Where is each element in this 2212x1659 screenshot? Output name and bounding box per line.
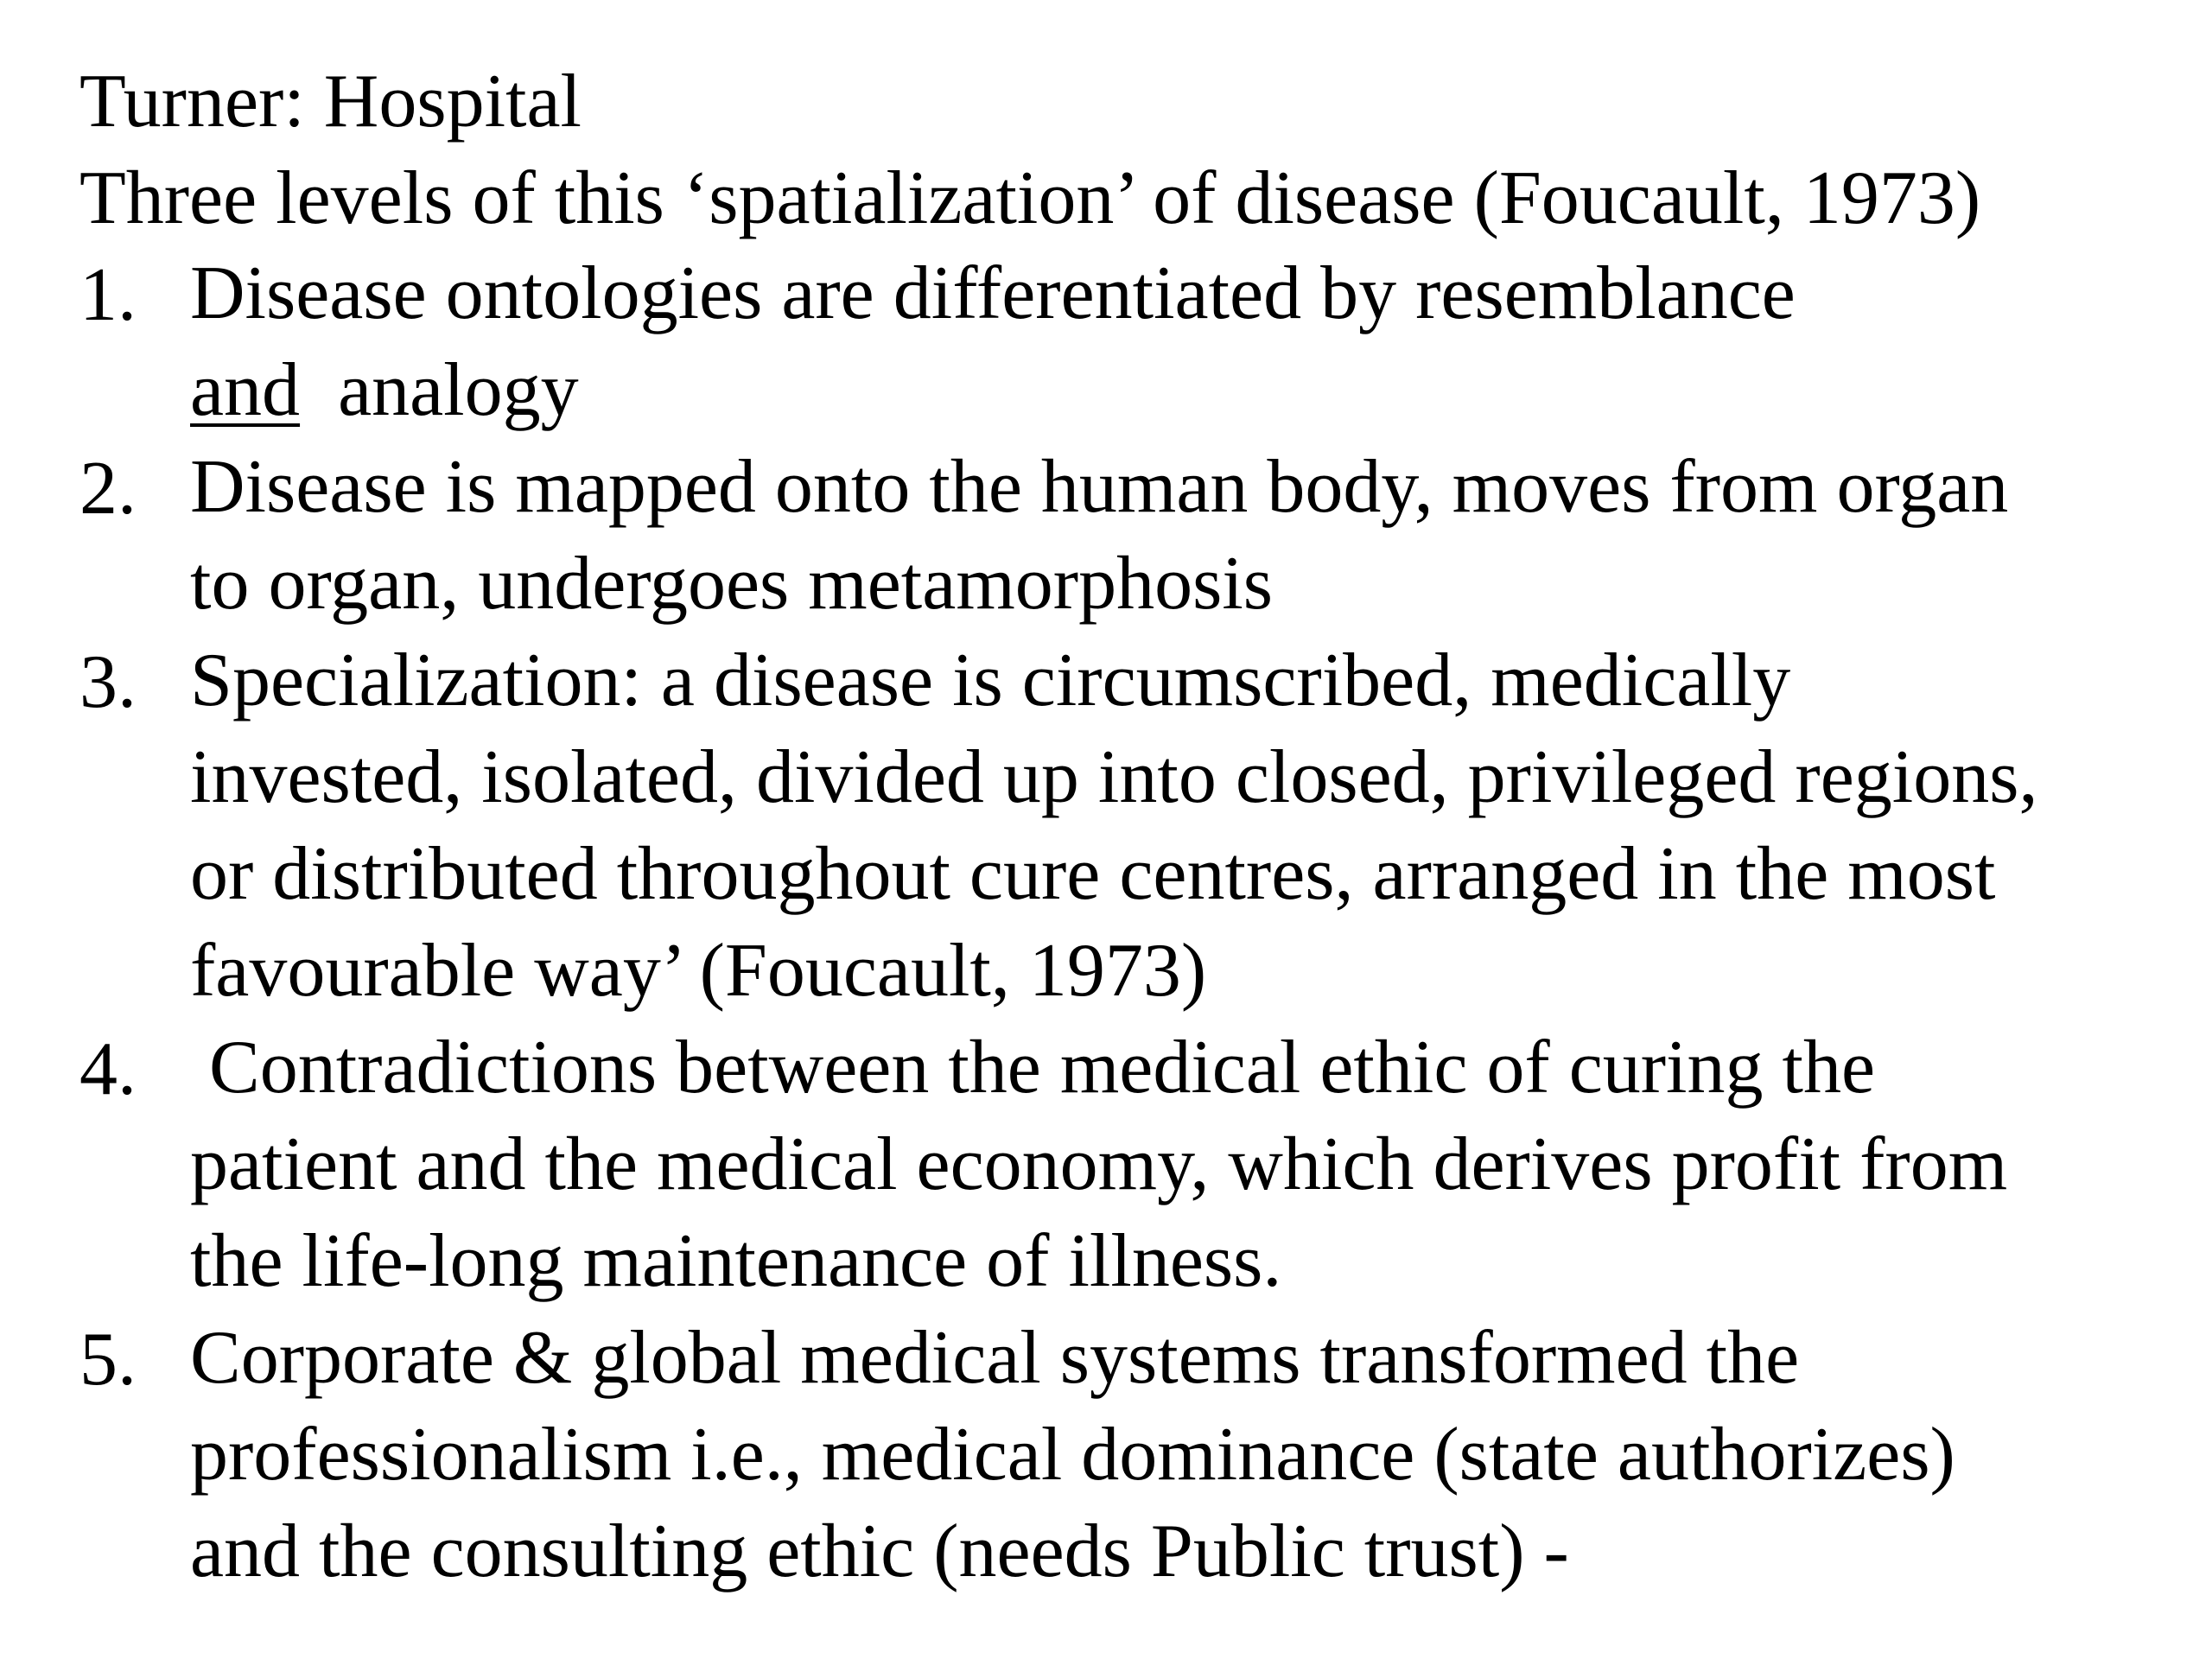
item-number: 4. <box>79 1027 137 1111</box>
item-line: favourable way’ (Foucault, 1973) <box>190 929 1207 1013</box>
underlined-word: and <box>190 348 301 432</box>
item-text <box>190 439 2177 632</box>
item-line: and the consulting ethic (needs Public trust) - <box>190 1510 1569 1593</box>
item-line: the life-long maintenance of illness. <box>190 1219 1282 1303</box>
item-line-rest: analogy <box>300 348 579 432</box>
item-line: Corporate & global medical systems transformed the <box>190 1316 1800 1400</box>
item-line: Specialization: a disease is circumscribed, medically <box>190 639 1791 722</box>
item-text <box>190 632 2177 1020</box>
item-line: Disease is mapped onto the human body, moves from organ <box>190 445 2009 529</box>
item-text <box>190 1020 2177 1310</box>
item-line: professionalism i.e., medical dominance (state authorizes) <box>190 1413 1955 1497</box>
page-title: Turner: Hospital <box>79 60 582 143</box>
item-number: 5. <box>79 1318 137 1402</box>
item-line <box>190 342 2177 439</box>
item-line: or distributed throughout cure centres, arranged in the most <box>190 832 1996 916</box>
item-number: 1. <box>79 253 137 337</box>
item-text <box>190 1310 2177 1600</box>
item-line: Disease ontologies are differentiated by resemblance <box>190 251 1796 335</box>
item-line: Contradictions between the medical ethic of curing the <box>190 1026 1876 1109</box>
item-number: 2. <box>79 447 137 531</box>
item-line: invested, isolated, divided up into closed, privileged regions, <box>190 735 2038 819</box>
item-line: patient and the medical economy, which derives profit from <box>190 1122 2008 1206</box>
subtitle: Three levels of this ‘spatialization’ of disease (Foucault, 1973) <box>79 156 1981 240</box>
item-text <box>190 245 2177 439</box>
item-line: to organ, undergoes metamorphosis <box>190 542 1274 626</box>
item-number: 3. <box>79 640 137 724</box>
